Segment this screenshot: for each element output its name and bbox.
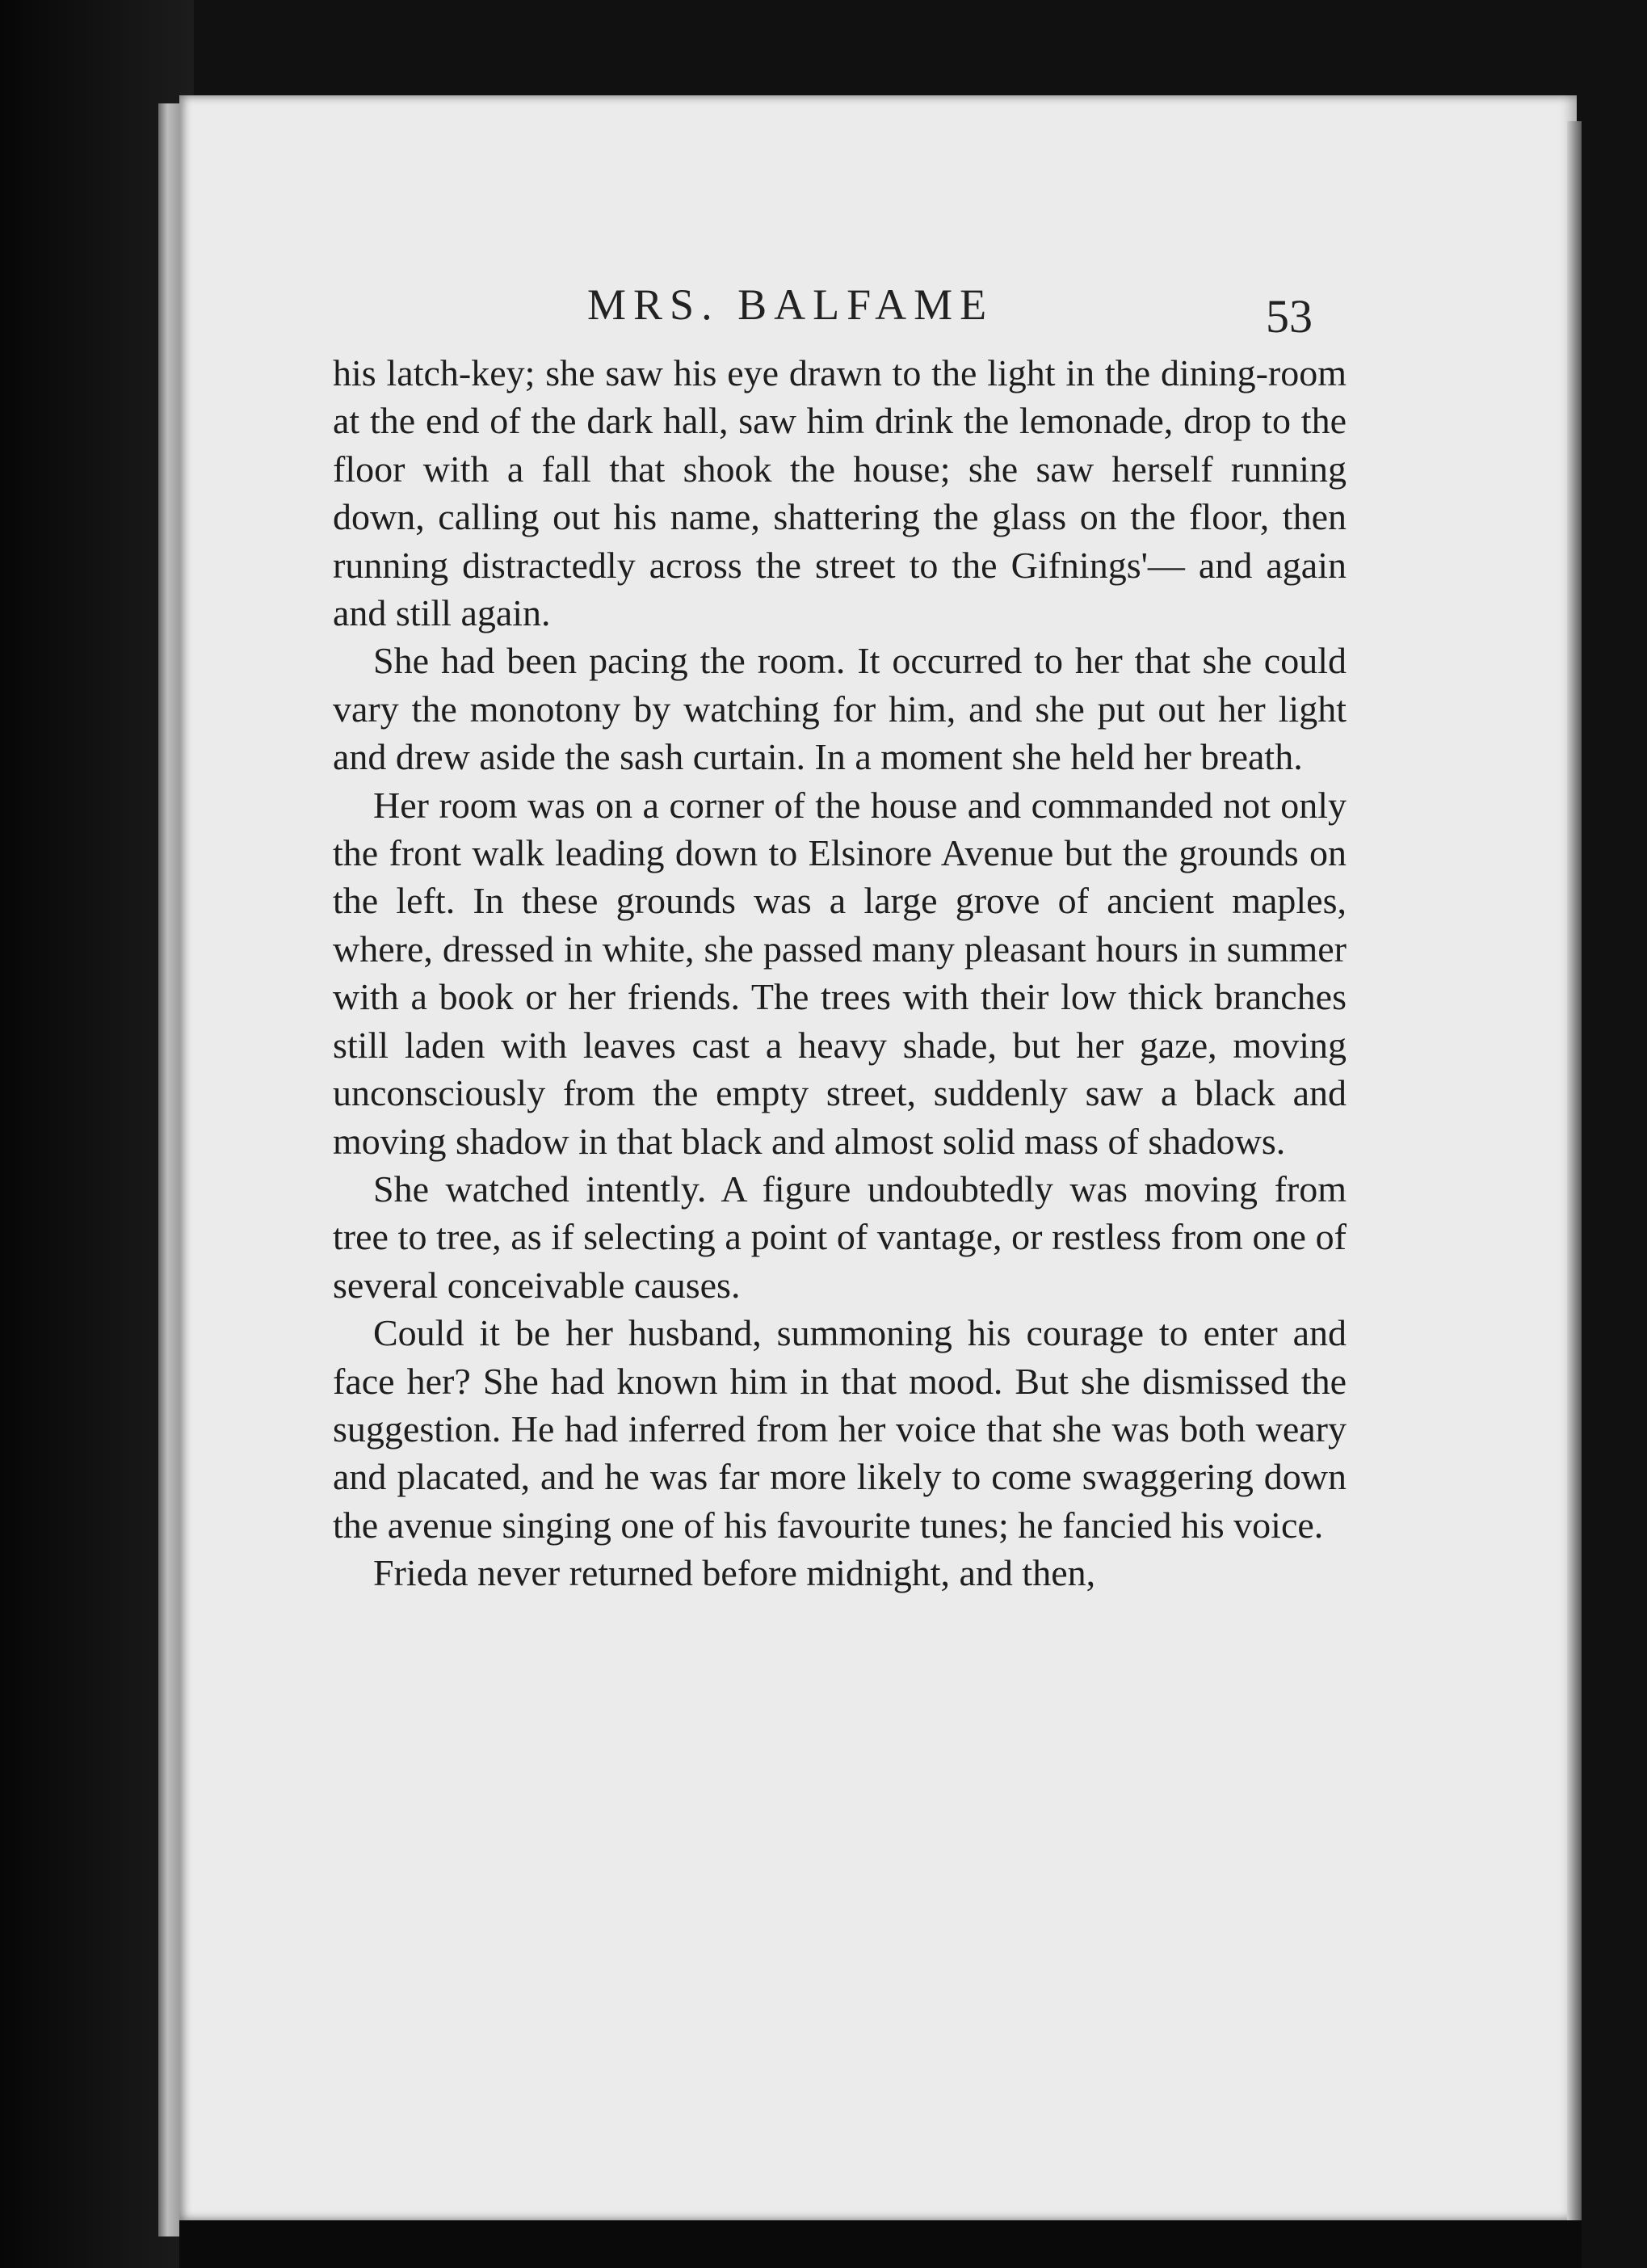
paragraph: Her room was on a corner of the house and commanded not only the front walk leading down to Elsinore Avenue but the grounds on the left. In these grounds was a large grove of ancient maples, where, dressed in white, she passed many pleasant hours in summer with a book or her friends. The trees with their low thick branches still laden with leaves cast a heavy shade, but her gaze, moving unconsciously from the empty street, suddenly saw a black and moving shadow in that black and almost solid mass of shadows. [333,784,1347,1162]
paragraph: Could it be her husband, summoning his courage to enter and face her? She had known him in that mood. But she dismissed the suggestion. He had inferred from her voice that she was both weary and placated, and he was far more likely to come swaggering down the avenue singing one of his favourite tunes; he fancied his voice. [333,1312,1347,1546]
page-header [179,265,1577,343]
paragraph: Frieda never returned before midnight, and then, [373,1552,1096,1594]
paragraph: his latch-key; she saw his eye drawn to the light in the dining-room at the end of the dark hall, saw him drink the lemonade, drop to the floor with a fall that shook the house; she saw herself running down, calling out his name, shattering the glass on the floor, then running distractedly across the street to the Gifnings'— and again and still again. [333,352,1347,634]
paragraph: She had been pacing the room. It occurred to her that she could vary the monotony by watching for him, and she put out her light and drew aside the sash curtain. In a moment she held her breath. [333,640,1347,778]
body-text [333,349,1347,1597]
book-page [179,95,1577,2220]
paragraph: She watched intently. A figure undoubtedly was moving from tree to tree, as if selecting a point of vantage, or restless from one of several conceivable causes. [333,1168,1347,1306]
running-head: MRS. BALFAME [587,280,994,329]
scan-bottom-margin [179,2220,1582,2268]
previous-page-edge [158,103,181,2236]
page-right-shadow [1567,121,1582,2222]
page-number: 53 [1266,290,1313,343]
